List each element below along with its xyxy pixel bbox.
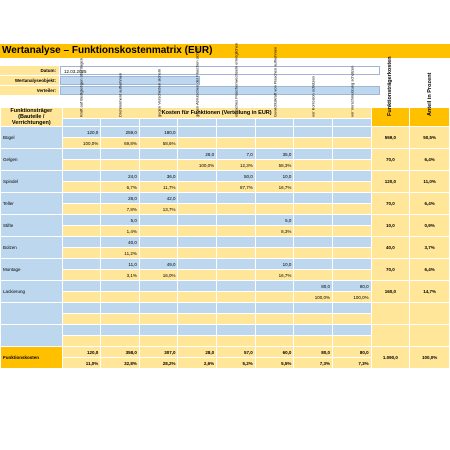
funktionstraeger-header: Funktionsträger (Bauteile / Verrichtungen) <box>1 108 63 127</box>
cost-cell[interactable] <box>294 259 333 270</box>
percent-cell <box>217 292 256 303</box>
verteiler-label: Verteiler: <box>0 86 59 96</box>
cost-cell[interactable]: 80,0 <box>294 347 333 358</box>
function-header-text: vor Korrosion schützen <box>310 76 316 117</box>
cost-cell[interactable] <box>294 325 333 336</box>
cost-cell[interactable] <box>101 303 140 314</box>
percent-cell <box>255 204 294 215</box>
cost-cell[interactable] <box>217 215 256 226</box>
cost-cell[interactable] <box>332 303 371 314</box>
total-cell: 70,0 <box>371 193 410 215</box>
total-cell: 559,0 <box>371 127 410 149</box>
percent-cell <box>101 160 140 171</box>
percent-cell <box>332 314 371 325</box>
percent-cell <box>139 226 178 237</box>
cost-cell[interactable]: 80,0 <box>332 281 371 292</box>
cost-cell[interactable]: 57,0 <box>217 347 256 358</box>
cost-cell[interactable] <box>332 149 371 160</box>
cost-cell[interactable] <box>332 193 371 204</box>
cost-cell[interactable] <box>294 237 333 248</box>
cost-cell[interactable]: 28,0 <box>101 193 140 204</box>
percent-cell: 100,0% <box>332 292 371 303</box>
cost-cell[interactable] <box>178 127 217 138</box>
percent-cell: 32,8% <box>101 358 140 369</box>
percent-cell <box>62 204 101 215</box>
cost-cell[interactable]: 120,0 <box>62 127 101 138</box>
share-cell <box>410 303 450 325</box>
cost-cell[interactable] <box>217 193 256 204</box>
cost-cell[interactable] <box>332 237 371 248</box>
percent-cell <box>332 182 371 193</box>
percent-cell <box>101 336 140 347</box>
percent-cell <box>62 182 101 193</box>
verteiler-value[interactable] <box>60 86 380 95</box>
percent-cell <box>178 204 217 215</box>
cost-cell[interactable] <box>332 127 371 138</box>
row-label: Gelgen <box>1 149 63 171</box>
percent-cell <box>178 138 217 149</box>
cost-cell[interactable] <box>294 215 333 226</box>
percent-cell: 5,2% <box>217 358 256 369</box>
meta-row-verteiler <box>0 86 450 96</box>
percent-cell: 12,3% <box>217 160 256 171</box>
cost-cell[interactable]: 36,0 <box>139 171 178 182</box>
percent-cell: 100,0% <box>62 138 101 149</box>
percent-cell <box>332 226 371 237</box>
cost-cell[interactable] <box>178 259 217 270</box>
percent-cell <box>255 248 294 259</box>
cost-cell[interactable] <box>101 281 140 292</box>
percent-cell <box>332 160 371 171</box>
percent-cell <box>178 248 217 259</box>
percent-cell <box>332 138 371 149</box>
function-header <box>217 42 256 126</box>
cost-cell[interactable] <box>332 259 371 270</box>
percent-cell: 7,3% <box>294 358 333 369</box>
percent-cell <box>332 204 371 215</box>
percent-cell: 11,0% <box>62 358 101 369</box>
share-cell: 6,4% <box>410 149 450 171</box>
percent-cell: 5,5% <box>255 358 294 369</box>
row-label: Spindel <box>1 171 63 193</box>
cost-cell[interactable]: 50,0 <box>217 171 256 182</box>
total-cell <box>371 303 410 325</box>
cost-cell[interactable] <box>294 127 333 138</box>
percent-cell: 16,7% <box>255 182 294 193</box>
function-header <box>332 65 371 126</box>
cost-cell[interactable] <box>255 193 294 204</box>
cost-cell[interactable]: 358,0 <box>101 347 140 358</box>
cost-cell[interactable] <box>101 325 140 336</box>
function-header-text: Drehmoment aufnehmen <box>117 72 123 117</box>
row-label: Teller <box>1 193 63 215</box>
cost-cell[interactable] <box>255 127 294 138</box>
cost-cell[interactable]: 80,0 <box>332 347 371 358</box>
cost-cell[interactable] <box>255 237 294 248</box>
total-cell: 40,0 <box>371 237 410 259</box>
percent-cell: 87,7% <box>217 182 256 193</box>
percent-cell <box>217 314 256 325</box>
row-label <box>1 325 63 347</box>
datum-label: Datum: <box>0 66 59 76</box>
cost-cell[interactable] <box>139 303 178 314</box>
cost-cell[interactable] <box>62 281 101 292</box>
percent-cell <box>294 204 333 215</box>
total-cell: 1.090,0 <box>371 347 410 369</box>
percent-cell: 3,1% <box>101 270 140 281</box>
function-header-text: Gewichtskraft von Flaschen aufnehmen <box>272 46 278 117</box>
percent-cell <box>294 182 333 193</box>
percent-cell <box>217 138 256 149</box>
percent-cell <box>294 314 333 325</box>
percent-cell <box>217 248 256 259</box>
cost-cell[interactable] <box>139 325 178 336</box>
percent-cell: 7,8% <box>101 204 140 215</box>
cost-cell[interactable] <box>217 259 256 270</box>
percent-cell <box>332 336 371 347</box>
percent-cell: 11,2% <box>101 248 140 259</box>
cost-cell[interactable] <box>294 149 333 160</box>
percent-cell <box>217 336 256 347</box>
objekt-label: Wertanalyseobjekt: <box>0 76 59 86</box>
cost-cell[interactable] <box>62 171 101 182</box>
cost-cell[interactable] <box>62 149 101 160</box>
percent-cell: 58,3% <box>255 160 294 171</box>
percent-cell <box>255 336 294 347</box>
percent-cell: 69,8% <box>101 138 140 149</box>
share-cell: 0,9% <box>410 215 450 237</box>
function-header <box>101 72 140 126</box>
percent-cell <box>217 226 256 237</box>
cost-cell[interactable]: 42,0 <box>139 193 178 204</box>
function-header <box>139 68 178 126</box>
cost-cell[interactable] <box>217 127 256 138</box>
percent-cell: 16,0% <box>139 270 178 281</box>
cost-cell[interactable]: 5,0 <box>101 215 140 226</box>
function-header-text: gegen Abrutschen der Flaschen sichern <box>194 46 200 117</box>
cost-cell[interactable] <box>217 281 256 292</box>
function-header-text: gegen Verschieben sichern <box>156 68 162 117</box>
percent-cell <box>178 182 217 193</box>
cost-cell[interactable] <box>255 281 294 292</box>
cost-cell[interactable] <box>178 303 217 314</box>
percent-cell <box>294 138 333 149</box>
percent-cell <box>294 336 333 347</box>
cost-cell[interactable] <box>332 171 371 182</box>
function-header-text: vor Verschmutzung schützen <box>349 65 355 117</box>
cost-cell[interactable] <box>139 215 178 226</box>
total-cell: 120,0 <box>371 171 410 193</box>
percent-cell: 100,0% <box>178 160 217 171</box>
cost-cell[interactable]: 49,0 <box>139 259 178 270</box>
share-cell: 6,4% <box>410 193 450 215</box>
percent-cell <box>139 314 178 325</box>
percent-cell <box>101 292 140 303</box>
cost-cell[interactable]: 180,0 <box>139 127 178 138</box>
percent-cell <box>62 314 101 325</box>
cost-cell[interactable] <box>178 193 217 204</box>
cost-cell[interactable]: 5,0 <box>255 215 294 226</box>
cost-cell[interactable] <box>217 303 256 314</box>
percent-cell <box>178 270 217 281</box>
cost-cell[interactable] <box>178 325 217 336</box>
percent-cell: 1,4% <box>101 226 140 237</box>
cost-cell[interactable] <box>139 149 178 160</box>
cost-cell[interactable] <box>294 171 333 182</box>
cost-cell[interactable]: 120,0 <box>62 347 101 358</box>
cost-cell[interactable] <box>294 303 333 314</box>
percent-cell: 8,3% <box>255 226 294 237</box>
row-label: Lackierung <box>1 281 63 303</box>
percent-cell <box>101 314 140 325</box>
percent-cell <box>217 204 256 215</box>
cost-cell[interactable] <box>62 259 101 270</box>
percent-cell <box>332 270 371 281</box>
total-cell: 160,0 <box>371 281 410 303</box>
percent-cell <box>294 226 333 237</box>
total-cell <box>371 325 410 347</box>
percent-cell: 2,6% <box>178 358 217 369</box>
share-cell <box>410 325 450 347</box>
cost-cell[interactable] <box>178 237 217 248</box>
cost-cell[interactable]: 28,0 <box>178 347 217 358</box>
datum-value[interactable]: 12.03.2025 <box>60 66 380 75</box>
traegerkosten-header <box>371 56 410 127</box>
percent-cell <box>294 160 333 171</box>
cost-cell[interactable]: 24,0 <box>101 171 140 182</box>
percent-cell <box>255 292 294 303</box>
percent-cell: 16,7% <box>255 270 294 281</box>
percent-cell: 100,0% <box>294 292 333 303</box>
percent-cell <box>62 226 101 237</box>
cost-cell[interactable] <box>294 193 333 204</box>
cost-cell[interactable] <box>62 237 101 248</box>
share-cell: 11,0% <box>410 171 450 193</box>
cost-cell[interactable]: 40,0 <box>101 237 140 248</box>
sheet-title: Wertanalyse – Funktionskostenmatrix (EUR) <box>0 44 450 58</box>
percent-cell <box>139 292 178 303</box>
percent-cell <box>62 292 101 303</box>
percent-cell: 6,7% <box>101 182 140 193</box>
row-label: Stifte <box>1 215 63 237</box>
cost-cell[interactable] <box>62 215 101 226</box>
percent-cell <box>62 336 101 347</box>
cost-cell[interactable] <box>217 237 256 248</box>
cost-cell[interactable]: 7,0 <box>217 149 256 160</box>
cost-cell[interactable]: 307,0 <box>139 347 178 358</box>
cost-cell[interactable]: 28,0 <box>178 149 217 160</box>
percent-cell <box>178 226 217 237</box>
cost-cell[interactable]: 10,0 <box>255 259 294 270</box>
share-cell: 100,0% <box>410 347 450 369</box>
kosten-header: Kosten für Funktionen (Verteilung in EUR) <box>62 108 371 119</box>
cost-cell[interactable] <box>178 281 217 292</box>
cost-cell[interactable] <box>332 215 371 226</box>
row-label: Bügel <box>1 127 63 149</box>
total-cell: 70,0 <box>371 149 410 171</box>
percent-cell <box>294 248 333 259</box>
function-header <box>178 46 217 126</box>
row-label <box>1 303 63 325</box>
meta-row-datum <box>0 66 450 76</box>
percent-cell <box>139 336 178 347</box>
percent-cell: 13,7% <box>139 204 178 215</box>
share-cell: 3,7% <box>410 237 450 259</box>
function-header-text: Kraft auf Bedigiebgen übertragen <box>78 58 84 117</box>
cost-cell[interactable] <box>255 303 294 314</box>
cost-cell[interactable] <box>139 237 178 248</box>
total-cell: 70,0 <box>371 259 410 281</box>
share-cell: 14,7% <box>410 281 450 303</box>
function-header-text: einfaches Flaschenwechseln ermöglichen <box>233 42 239 117</box>
percent-cell <box>62 270 101 281</box>
percent-cell: 7,3% <box>332 358 371 369</box>
cost-cell[interactable]: 60,0 <box>255 347 294 358</box>
cost-cell[interactable]: 259,0 <box>101 127 140 138</box>
percent-cell <box>62 248 101 259</box>
footer-label: Funktionskosten <box>1 347 63 369</box>
cost-cell[interactable] <box>62 193 101 204</box>
percent-cell <box>332 248 371 259</box>
percent-cell <box>178 314 217 325</box>
percent-cell <box>62 160 101 171</box>
function-header <box>255 46 294 126</box>
cost-cell[interactable] <box>62 303 101 314</box>
cost-cell[interactable]: 10,0 <box>255 171 294 182</box>
percent-cell <box>294 270 333 281</box>
cost-cell[interactable] <box>62 325 101 336</box>
cost-cell[interactable] <box>217 325 256 336</box>
percent-cell <box>178 292 217 303</box>
cost-cell[interactable] <box>101 149 140 160</box>
percent-cell <box>139 160 178 171</box>
cost-cell[interactable]: 80,0 <box>294 281 333 292</box>
row-label: Bolzen <box>1 237 63 259</box>
cost-cell[interactable] <box>178 215 217 226</box>
percent-cell: 11,7% <box>139 182 178 193</box>
row-label: Montage <box>1 259 63 281</box>
cost-cell[interactable]: 35,0 <box>255 149 294 160</box>
cost-cell[interactable] <box>178 171 217 182</box>
anteil-header <box>410 72 450 127</box>
function-header <box>294 76 333 126</box>
share-cell: 6,4% <box>410 259 450 281</box>
meta-row-objekt <box>0 76 450 86</box>
percent-cell: 28,2% <box>139 358 178 369</box>
percent-cell: 58,6% <box>139 138 178 149</box>
total-cell: 10,0 <box>371 215 410 237</box>
percent-cell <box>255 314 294 325</box>
anteil-header-text: Anteil in Prozent <box>426 72 433 116</box>
percent-cell <box>139 248 178 259</box>
cost-cell[interactable] <box>255 325 294 336</box>
percent-cell <box>178 336 217 347</box>
cost-cell[interactable]: 11,0 <box>101 259 140 270</box>
cost-cell[interactable] <box>332 325 371 336</box>
percent-cell <box>255 138 294 149</box>
percent-cell <box>217 270 256 281</box>
traegerkosten-header-text: Funktionsträgerkosten <box>387 56 394 116</box>
share-cell: 50,5% <box>410 127 450 149</box>
cost-cell[interactable] <box>139 281 178 292</box>
